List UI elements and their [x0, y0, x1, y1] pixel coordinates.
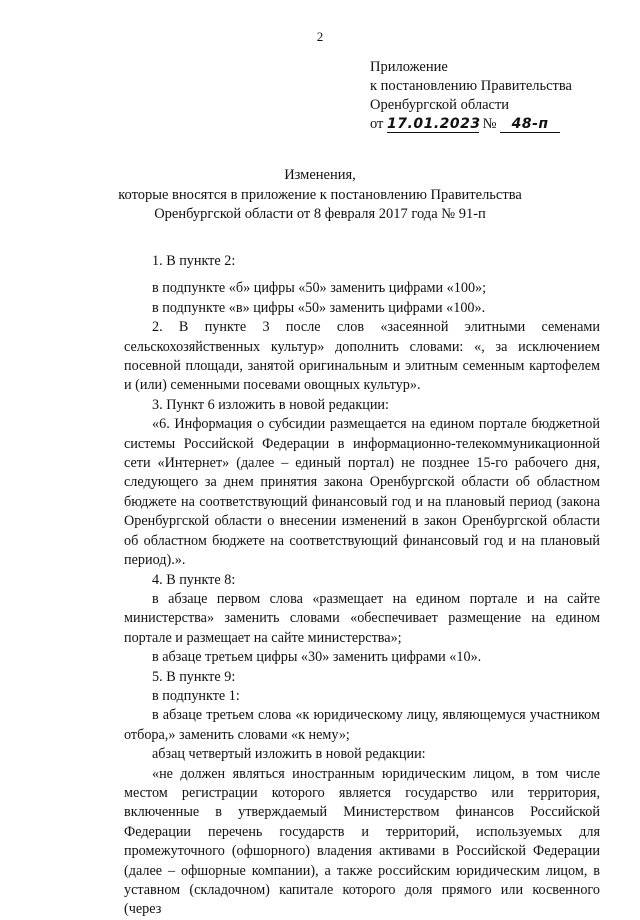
paragraph: 4. В пункте 8: [152, 571, 236, 588]
approval-line-2: к постановлению Правительства [370, 78, 572, 94]
title-line-2: которые вносятся в приложение к постановлению Правительства [118, 186, 522, 203]
paragraph: в подпункте 1: [152, 687, 240, 704]
paragraph: абзац четвертый изложить в новой редакции: [152, 746, 426, 763]
approval-stamp [370, 58, 572, 134]
document-title [0, 166, 640, 225]
paragraph: в подпункте «в» цифры «50» заменить цифрами «100». [152, 299, 486, 316]
paragraph: 2. В пункте 3 после слов «засеянной элитными семенами сельскохозяйственных культур» дополнить словами: «, за исключением посевной площади, занятой оригинальным и элитным семенным картофелем и (или) семенными посевами овощных культур». [124, 319, 600, 394]
approval-line-1: Приложение [370, 59, 448, 75]
document-body [124, 252, 600, 920]
paragraph: в абзаце третьем цифры «30» заменить цифрами «10». [152, 649, 482, 666]
approval-date-line [370, 115, 572, 134]
paragraph: в абзаце первом слова «размещает на едином портале и на сайте министерства» заменить словами «обеспечивает размещение на едином портале и размещает на сайте министерства»; [124, 590, 600, 646]
paragraph: 5. В пункте 9: [152, 668, 236, 685]
approval-line-3: Оренбургской области [370, 97, 510, 113]
approval-number: 48-п [500, 117, 560, 133]
title-line-3: Оренбургской области от 8 февраля 2017 года № 91-п [154, 206, 486, 222]
page-number: 2 [316, 29, 324, 44]
paragraph: «6. Информация о субсидии размещается на едином портале бюджетной системы Российской Федерации в информационно-телекоммуникационной сети «Интернет» (далее – единый портал) не позднее 15-го рабочего дня, следующего за днем принятия закона Оренбургской области об областном бюджете на соответствующий финансовый год и на плановый период (закона Оренбургской области о внесении изменений в закон Оренбургской области об областном бюджете на соответствующий финансовый год и на плановый период).». [124, 416, 600, 569]
paragraph: в подпункте «б» цифры «50» заменить цифрами «100»; [152, 280, 487, 297]
paragraph: в абзаце третьем слова «к юридическому лицу, являющемуся участником отбора,» заменить словами «к нему»; [124, 707, 600, 743]
paragraph: 1. В пункте 2: [152, 253, 236, 269]
approval-date: 17.01.2023 [387, 116, 481, 132]
approval-number-label: № [482, 116, 497, 132]
approval-from-label: от [370, 116, 384, 132]
paragraph: «не должен являться иностранным юридическим лицом, в том числе местом регистрации которого является государство или территория, включенные в утверждаемый Министерством финансов Российской Федерации перечень государств и территорий, используемых для промежуточного (офшорного) владения активами в Российской Федерации (далее – офшорные компании), а также российским юридическим лицом, в уставном (складочном) капитале которого доля прямого или косвенного (через [124, 765, 600, 918]
title-line-1: Изменения, [284, 167, 356, 183]
paragraph: 3. Пункт 6 изложить в новой редакции: [152, 396, 389, 413]
